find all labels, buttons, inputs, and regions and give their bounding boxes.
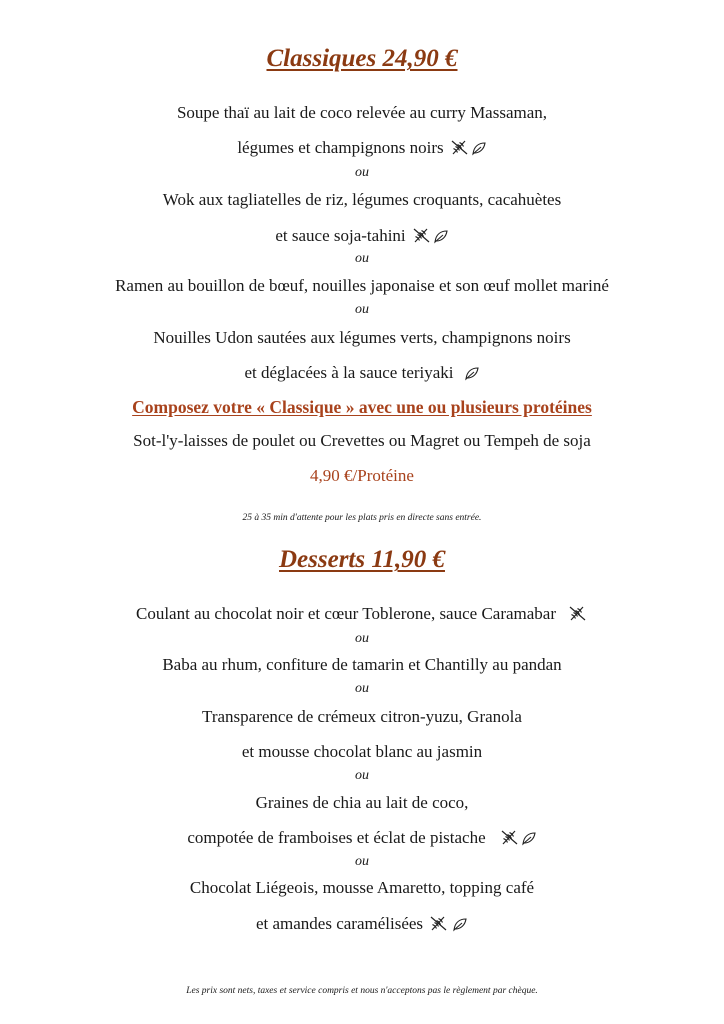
vegetarian-leaf-icon xyxy=(452,916,468,932)
vegetarian-leaf-icon xyxy=(464,365,480,381)
or-separator: ou xyxy=(355,681,369,696)
diet-icons xyxy=(494,828,537,848)
dish-soupe-line1: Soupe thaï au lait de coco relevée au curry Massaman, xyxy=(176,103,548,122)
dish-soupe-line2-text: légumes et champignons noirs xyxy=(237,138,444,157)
or-separator: ou xyxy=(355,302,369,317)
vegetarian-leaf-icon xyxy=(471,140,487,156)
gluten-free-icon xyxy=(450,138,470,156)
dessert-baba-line1: Baba au rhum, confiture de tamarin et Chantilly au pandan xyxy=(162,655,562,674)
diet-icons xyxy=(444,138,487,158)
vegetarian-leaf-icon xyxy=(521,830,537,846)
dish-wok-line1: Wok aux tagliatelles de riz, légumes croquants, cacahuètes xyxy=(162,190,562,209)
gluten-free-icon xyxy=(412,226,432,244)
dessert-coulant-text: Coulant au chocolat noir et cœur Toblerone, sauce Caramabar xyxy=(135,604,557,623)
dessert-transparence-line1: Transparence de crémeux citron-yuzu, Granola xyxy=(202,707,522,726)
dish-udon-line1: Nouilles Udon sautées aux légumes verts, champignons noirs xyxy=(153,328,571,347)
dish-soupe-line2 xyxy=(0,138,724,158)
gluten-free-icon xyxy=(568,604,588,622)
dessert-liegeois-line1: Chocolat Liégeois, mousse Amaretto, topping café xyxy=(189,878,535,897)
gluten-free-icon xyxy=(500,828,520,846)
footer-note: Les prix sont nets, taxes et service compris et nous n'acceptons pas le règlement par chèque. xyxy=(186,986,538,996)
compose-title: Composez votre « Classique » avec une ou plusieurs protéines xyxy=(132,397,592,417)
dish-udon-line2-text: et déglacées à la sauce teriyaki xyxy=(244,363,454,382)
proteins-list: Sot-l'y-laisses de poulet ou Crevettes ou Magret ou Tempeh de soja xyxy=(133,431,591,450)
dessert-coulant-line1 xyxy=(0,604,724,624)
vegetarian-leaf-icon xyxy=(433,228,449,244)
dish-ramen-line1: Ramen au bouillon de bœuf, nouilles japonaise et son œuf mollet mariné xyxy=(115,276,609,295)
or-separator: ou xyxy=(355,854,369,869)
dessert-chia-line1: Graines de chia au lait de coco, xyxy=(255,793,469,812)
or-separator: ou xyxy=(355,165,369,180)
diet-icons xyxy=(406,226,449,246)
dish-wok-line2 xyxy=(0,226,724,246)
dessert-transparence-line2: et mousse chocolat blanc au jasmin xyxy=(241,742,483,761)
gluten-free-icon xyxy=(429,914,449,932)
dish-wok-line2-text: et sauce soja-tahini xyxy=(275,226,406,245)
dessert-chia-line2-text: compotée de framboises et éclat de pistache xyxy=(187,828,486,847)
wait-note: 25 à 35 min d'attente pour les plats pris en directe sans entrée. xyxy=(242,513,482,523)
protein-price: 4,90 €/Protéine xyxy=(310,466,414,485)
dessert-chia-line2 xyxy=(0,828,724,848)
dish-udon-line2 xyxy=(0,363,724,383)
classiques-title: Classiques 24,90 € xyxy=(266,45,458,72)
or-separator: ou xyxy=(355,768,369,783)
desserts-title: Desserts 11,90 € xyxy=(279,546,445,573)
or-separator: ou xyxy=(355,251,369,266)
dessert-liegeois-line2 xyxy=(0,914,724,934)
diet-icons xyxy=(423,914,468,934)
or-separator: ou xyxy=(355,631,369,646)
dessert-liegeois-line2-text: et amandes caramélisées xyxy=(255,914,424,933)
